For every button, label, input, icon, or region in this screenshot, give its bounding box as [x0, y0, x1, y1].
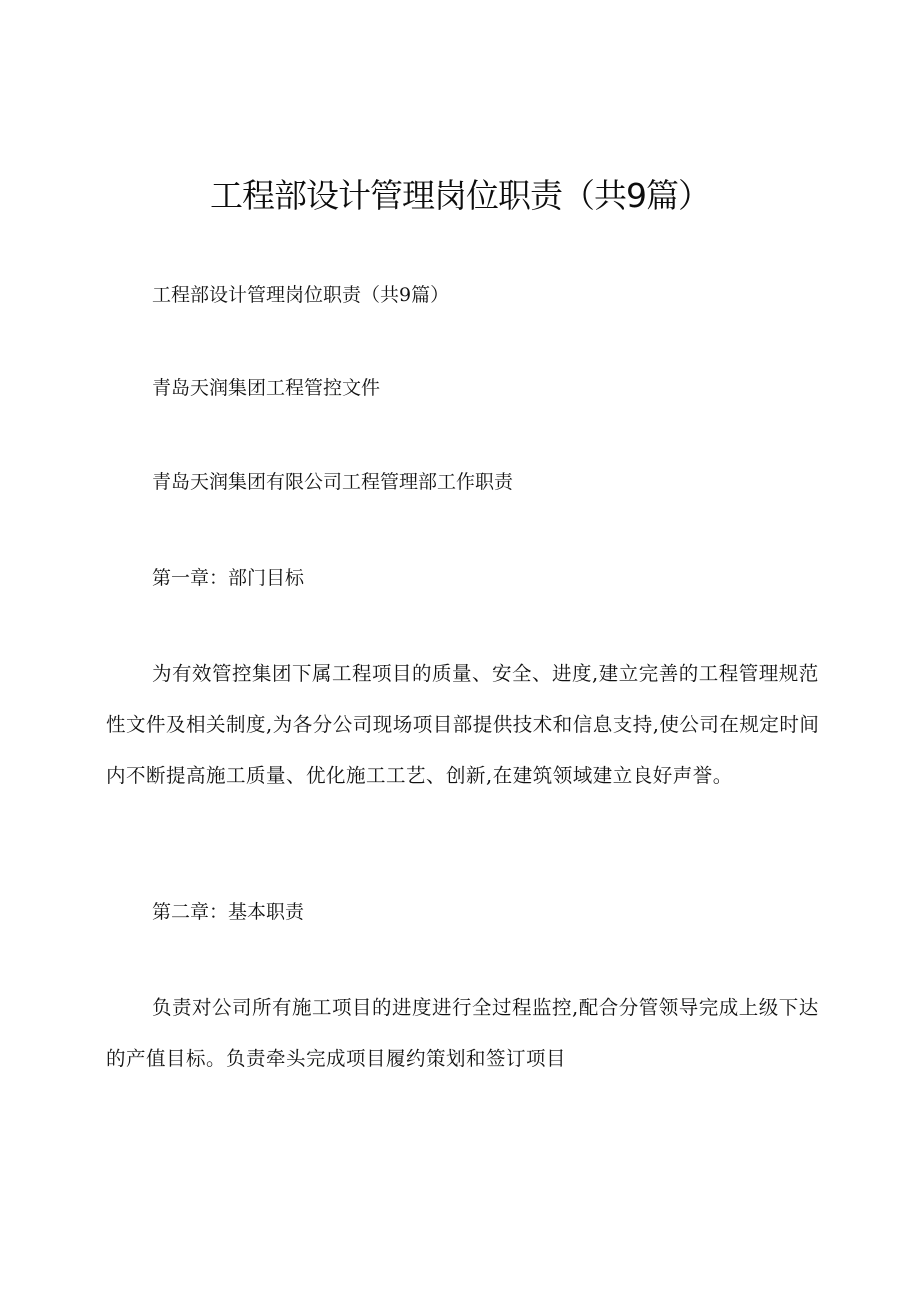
chapter-one-heading: 第一章：部门目标	[152, 567, 305, 589]
chapter-one-body: 为有效管控集团下属工程项目的质量、安全、进度,建立完善的工程管理规范性文件及相关制度,为各分公司现场项目部提供技术和信息支持,使公司在规定时间内不断提高施工质量、优化施工工艺、创新,在建筑领域建立良好声誉。	[106, 662, 820, 787]
chapter-two-heading: 第二章：基本职责	[152, 901, 305, 923]
chapter-two-body: 负责对公司所有施工项目的进度进行全过程监控,配合分管领导完成上级下达的产值目标。负责牵头完成项目履约策划和签订项目	[106, 996, 819, 1070]
department-duties-line: 青岛天润集团有限公司工程管理部工作职责	[152, 471, 514, 493]
control-file-line: 青岛天润集团工程管控文件	[152, 377, 381, 399]
document-subtitle: 工程部设计管理岗位职责（共9篇）	[152, 284, 450, 306]
document-title: 工程部设计管理岗位职责（共9篇）	[210, 176, 710, 215]
